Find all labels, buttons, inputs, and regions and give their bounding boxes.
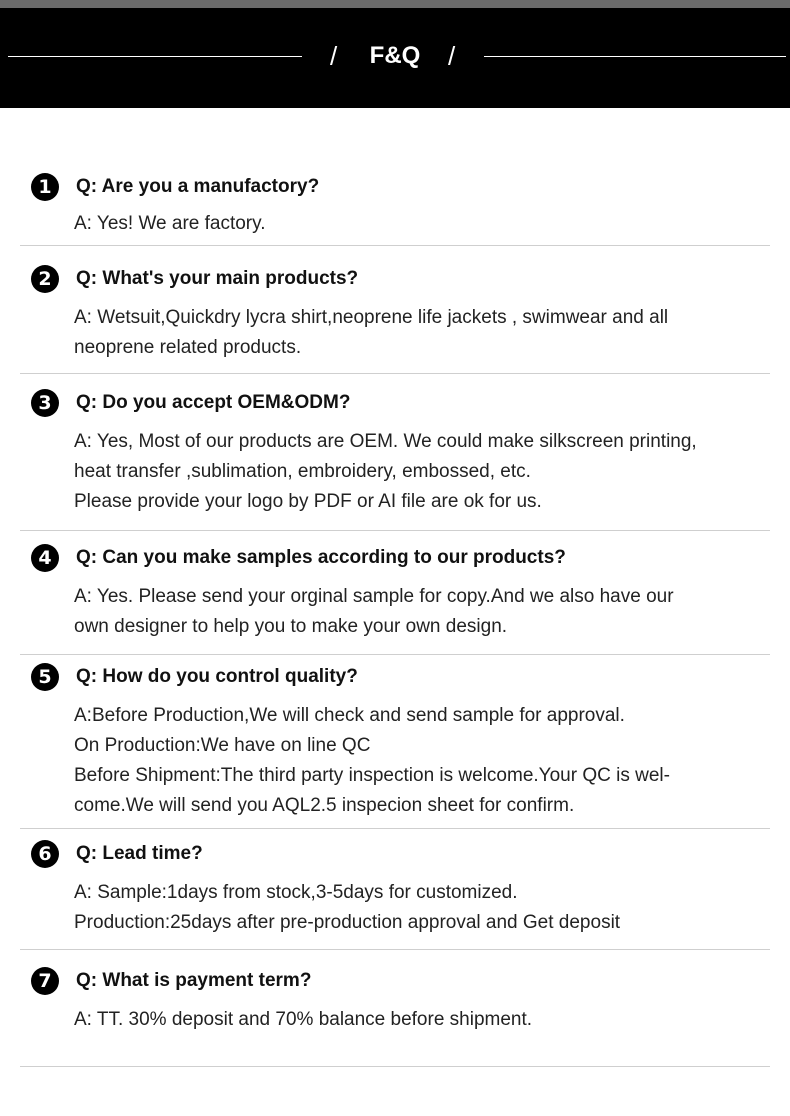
answer-line: heat transfer ,sublimation, embroidery, embossed, etc. (74, 461, 531, 482)
question-text: Q: Lead time? (76, 843, 203, 864)
header-slash-left: / (330, 41, 338, 71)
question-text: Q: What is payment term? (76, 970, 312, 991)
answer-text (74, 878, 764, 938)
answer-text (74, 209, 764, 239)
answer-line: Please provide your logo by PDF or AI file are ok for us. (74, 491, 542, 512)
question-text: Q: What's your main products? (76, 268, 359, 289)
header-rule-left (8, 56, 302, 57)
answer-line: neoprene related products. (74, 337, 302, 358)
number-badge: 2 (31, 265, 59, 293)
answer-text (74, 701, 764, 821)
number-badge: 4 (31, 544, 59, 572)
answer-line: A: TT. 30% deposit and 70% balance before shipment. (74, 1009, 533, 1030)
divider (20, 654, 770, 655)
answer-line: Production:25days after pre-production approval and Get deposit (74, 912, 621, 933)
answer-line: A: Sample:1days from stock,3-5days for customized. (74, 882, 518, 903)
question-text: Q: Are you a manufactory? (76, 176, 320, 197)
answer-text (74, 582, 764, 642)
answer-line: A: Yes, Most of our products are OEM. We could make silkscreen printing, (74, 431, 697, 452)
number-badge: 7 (31, 967, 59, 995)
divider (20, 828, 770, 829)
answer-line: come.We will send you AQL2.5 inspecion sheet for confirm. (74, 795, 575, 816)
section-title: F&Q (369, 42, 421, 69)
answer-text (74, 303, 764, 363)
number-badge: 6 (31, 840, 59, 868)
divider (20, 1066, 770, 1067)
number-badge: 3 (31, 389, 59, 417)
question-text: Q: Can you make samples according to our products? (76, 547, 566, 568)
number-badge: 1 (31, 173, 59, 201)
answer-line: A:Before Production,We will check and send sample for approval. (74, 705, 625, 726)
question-text: Q: How do you control quality? (76, 666, 358, 687)
answer-line: own designer to help you to make your own design. (74, 616, 508, 637)
divider (20, 373, 770, 374)
header-rule-right (484, 56, 786, 57)
answer-line: Before Shipment:The third party inspection is welcome.Your QC is wel- (74, 765, 670, 786)
header-top-bar (0, 0, 790, 8)
header-slash-right: / (448, 41, 456, 71)
answer-line: A: Wetsuit,Quickdry lycra shirt,neoprene life jackets , swimwear and all (74, 307, 669, 328)
answer-line: A: Yes! We are factory. (74, 213, 266, 234)
answer-line: A: Yes. Please send your orginal sample for copy.And we also have our (74, 586, 674, 607)
divider (20, 530, 770, 531)
answer-line: On Production:We have on line QC (74, 735, 371, 756)
answer-text (74, 1005, 764, 1035)
number-badge: 5 (31, 663, 59, 691)
divider (20, 245, 770, 246)
answer-text (74, 427, 764, 517)
section-header (0, 0, 790, 108)
question-text: Q: Do you accept OEM&ODM? (76, 392, 351, 413)
divider (20, 949, 770, 950)
